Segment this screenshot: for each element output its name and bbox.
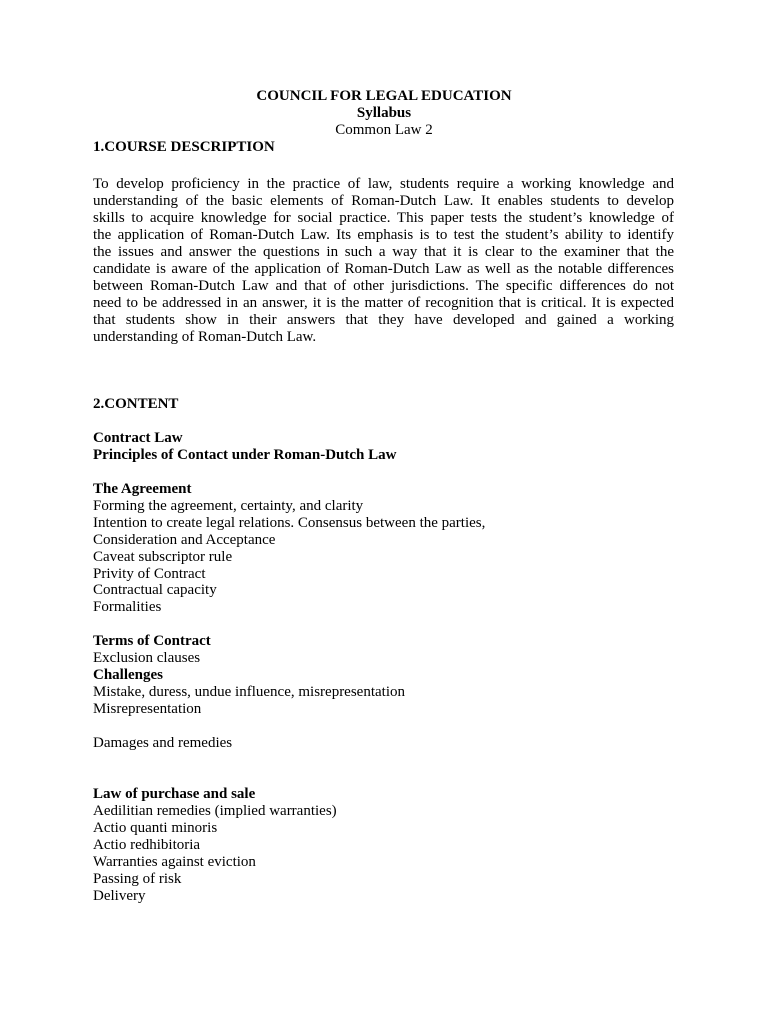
agreement-heading: The Agreement: [93, 481, 192, 497]
list-item: Delivery: [93, 888, 146, 904]
list-item: Formalities: [93, 599, 162, 615]
paragraph-line: between Roman-Dutch Law and that of other jurisdictions. The specific differences do not: [93, 278, 674, 294]
doc-type: Syllabus: [356, 105, 412, 121]
org-title: COUNCIL FOR LEGAL EDUCATION: [256, 88, 512, 104]
list-item: Misrepresentation: [93, 701, 202, 717]
section2-heading: 2.CONTENT: [93, 396, 179, 412]
section1-heading: 1.COURSE DESCRIPTION: [93, 139, 275, 155]
paragraph-line: skills to acquire knowledge for social practice. This paper tests the student’s knowledge of: [93, 210, 674, 226]
paragraph-line: that students show in their answers that they have developed and gained a working: [93, 312, 674, 328]
list-item: Actio redhibitoria: [93, 837, 201, 853]
list-item: Intention to create legal relations. Consensus between the parties,: [93, 515, 486, 531]
paragraph-line: the issues and answer the questions in such a way that it is clear to the examiner that the: [93, 244, 674, 260]
contract-law-heading: Contract Law: [93, 430, 183, 446]
damages-line: Damages and remedies: [93, 735, 233, 751]
terms-heading: Terms of Contract: [93, 633, 211, 649]
list-item: Forming the agreement, certainty, and clarity: [93, 498, 364, 514]
list-item: Mistake, duress, undue influence, misrepresentation: [93, 684, 405, 700]
principles-heading: Principles of Contact under Roman-Dutch Law: [93, 447, 397, 463]
list-item: Exclusion clauses: [93, 650, 201, 666]
course-name: Common Law 2: [335, 122, 433, 138]
purchase-sale-heading: Law of purchase and sale: [93, 786, 256, 802]
paragraph-line: understanding of Roman-Dutch Law.: [93, 329, 317, 345]
list-item: Actio quanti minoris: [93, 820, 218, 836]
paragraph-line: the application of Roman-Dutch Law. Its emphasis is to test the student’s ability to identify: [93, 227, 674, 243]
paragraph-line: candidate is aware of the application of Roman-Dutch Law as well as the notable differences: [93, 261, 674, 277]
list-item: Passing of risk: [93, 871, 182, 887]
list-item: Privity of Contract: [93, 566, 206, 582]
list-item: Warranties against eviction: [93, 854, 256, 870]
list-item: Contractual capacity: [93, 582, 217, 598]
paragraph-line: To develop proficiency in the practice of law, students require a working knowledge and: [93, 176, 674, 192]
list-item: Aedilitian remedies (implied warranties): [93, 803, 337, 819]
challenges-heading: Challenges: [93, 667, 164, 683]
list-item: Caveat subscriptor rule: [93, 549, 233, 565]
course-description-paragraph: [93, 176, 674, 346]
paragraph-line: understanding of the basic elements of Roman-Dutch Law. It enables students to develop: [93, 193, 674, 209]
list-item: Consideration and Acceptance: [93, 532, 276, 548]
paragraph-line: need to be addressed in an answer, it is the matter of recognition that is critical. It is expected: [93, 295, 674, 311]
